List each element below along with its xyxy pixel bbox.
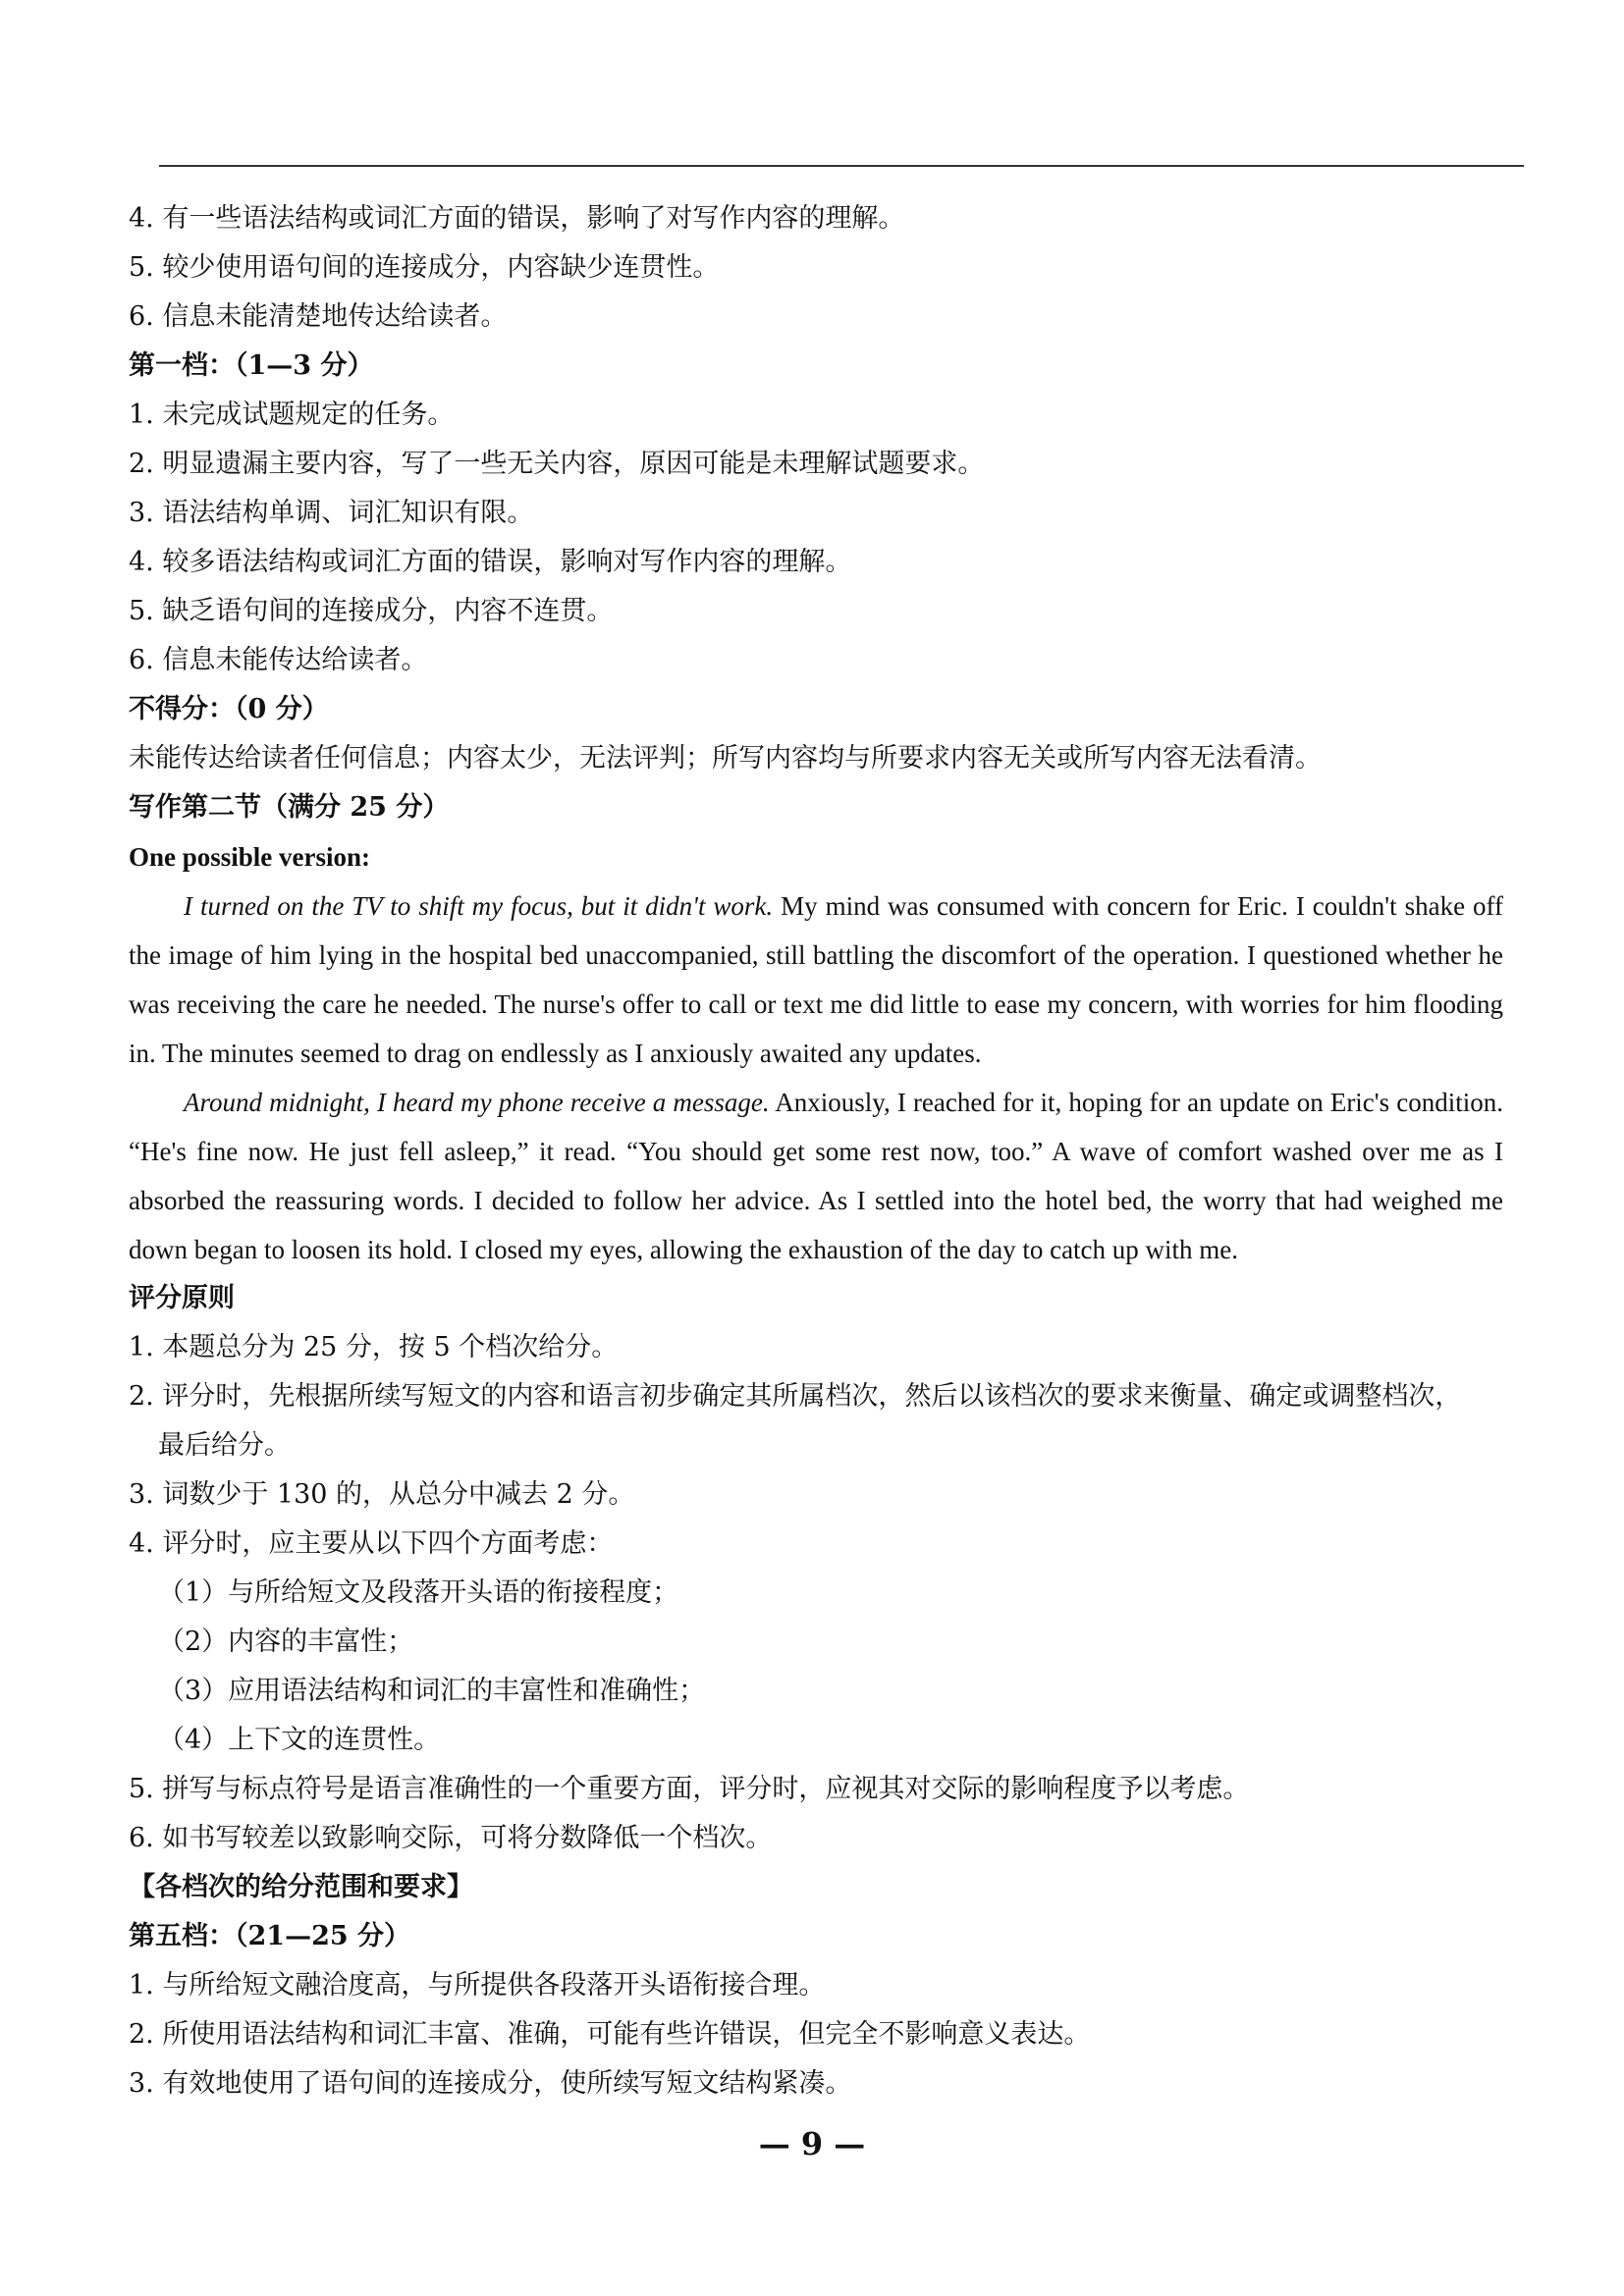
scoring-item-2-cont: 最后给分。 (158, 1430, 291, 1461)
band1-line-5: 5. 缺乏语句间的连接成分，内容不连贯。 (129, 596, 614, 626)
header-rule (159, 165, 1524, 167)
scoring-item-6: 6. 如书写较差以致影响交际，可将分数降低一个档次。 (129, 1823, 773, 1853)
band2-line-4: 4. 有一些语法结构或词汇方面的错误，影响了对写作内容的理解。 (129, 203, 905, 234)
band1-line-1: 1. 未完成试题规定的任务。 (129, 400, 455, 430)
essay-paragraph-2 (129, 1078, 1503, 1274)
scoring-item-1: 1. 本题总分为 25 分，按 5 个档次给分。 (129, 1332, 619, 1362)
scoring-subitem-2: （2）内容的丰富性； (158, 1627, 414, 1657)
band2-line-6: 6. 信息未能清楚地传达给读者。 (129, 301, 508, 332)
scoring-item-5: 5. 拼写与标点符号是语言准确性的一个重要方面，评分时，应视其对交际的影响程度予以考虑。 (129, 1774, 1250, 1804)
band1-line-2: 2. 明显遗漏主要内容，写了一些无关内容，原因可能是未理解试题要求。 (129, 449, 985, 479)
scoring-heading: 评分原则 (129, 1283, 235, 1313)
scoring-item-4: 4. 评分时，应主要从以下四个方面考虑： (129, 1528, 614, 1559)
band5-line-3: 3. 有效地使用了语句间的连接成分，使所续写短文结构紧凑。 (129, 2068, 852, 2099)
essay-p2-lead: Around midnight, I heard my phone receive a message. (184, 1088, 770, 1117)
band1-line-3: 3. 语法结构单调、词汇知识有限。 (129, 498, 534, 528)
essay-p1-body: My mind was consumed with concern for Eric. I couldn't shake off the image of him lying in the hospital bed unaccompanied, still battling the discomfort of the operation. I questioned whether he was receiving the care he needed. The nurse's offer to call or text me did little to ease my concern, with worries for him flooding in. The minutes seemed to drag on endlessly as I anxiously awaited any updates. (129, 891, 1504, 1068)
band1-heading: 第一档：（1—3 分） (129, 350, 374, 381)
page-number: — 9 — (758, 2125, 866, 2163)
version-label: One possible version: (129, 842, 371, 872)
part2-heading: 写作第二节（满分 25 分） (129, 792, 450, 823)
band1-line-4: 4. 较多语法结构或词汇方面的错误，影响对写作内容的理解。 (129, 547, 852, 577)
band5-line-1: 1. 与所给短文融洽度高，与所提供各段落开头语衔接合理。 (129, 1970, 826, 2001)
page-content (129, 194, 1503, 2109)
essay-p1-lead: I turned on the TV to shift my focus, but it didn't work. (184, 891, 774, 921)
bands-heading: 【各档次的给分范围和要求】 (129, 1872, 473, 1902)
scoring-subitem-3: （3）应用语法结构和词汇的丰富性和准确性； (158, 1676, 706, 1706)
scoring-subitem-4: （4）上下文的连贯性。 (158, 1725, 441, 1755)
zero-score-heading: 不得分：（0 分） (129, 694, 329, 724)
essay-paragraph-1 (129, 881, 1503, 1078)
zero-score-text: 未能传达给读者任何信息；内容太少，无法评判；所写内容均与所要求内容无关或所写内容无法看清。 (129, 743, 1322, 774)
scoring-item-3: 3. 词数少于 130 的，从总分中减去 2 分。 (129, 1479, 635, 1510)
scoring-item-2: 2. 评分时，先根据所续写短文的内容和语言初步确定其所属档次，然后以该档次的要求来衡量、确定或调整档次， (129, 1381, 1462, 1412)
band5-line-2: 2. 所使用语法结构和词汇丰富、准确，可能有些许错误，但完全不影响意义表达。 (129, 2019, 1091, 2050)
sample-essay (129, 881, 1503, 1274)
band2-line-5: 5. 较少使用语句间的连接成分，内容缺少连贯性。 (129, 252, 720, 283)
scoring-subitem-1: （1）与所给短文及段落开头语的衔接程度； (158, 1577, 679, 1608)
band1-line-6: 6. 信息未能传达给读者。 (129, 645, 428, 675)
essay-p2-body: Anxiously, I reached for it, hoping for an update on Eric's condition. “He's fine now. He just fell asleep,” it read. “You should get some rest now, too.” A wave of comfort washed over me as I absorbed the reassuring words. I decided to follow her advice. As I settled into the hotel bed, the worry that had weighed me down began to loosen its hold. I closed my eyes, allowing the exhaustion of the day to catch up with me. (129, 1088, 1503, 1264)
band5-heading: 第五档：（21—25 分） (129, 1921, 411, 1951)
